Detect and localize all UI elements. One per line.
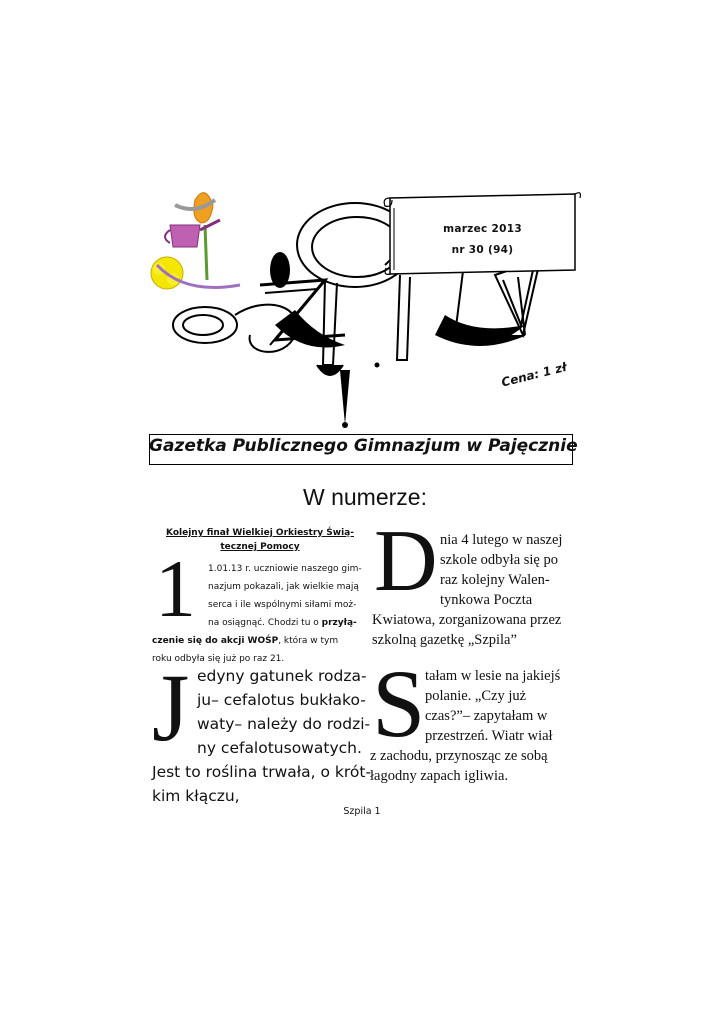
- article-2-line: szkolną gazetkę „Szpila”: [372, 632, 517, 648]
- article-1-drop-cap: 1: [155, 543, 196, 634]
- article-1-title-line: tecznej Pomocy: [220, 542, 300, 552]
- issue-month: marzec 2013: [443, 223, 522, 235]
- article-3-line: edyny gatunek rodza-: [197, 667, 367, 685]
- article-3-line: ju– cefalotus bukłako-: [197, 691, 366, 709]
- article-3-drop-cap: J: [152, 654, 190, 761]
- article-3-line: kim kłączu,: [152, 787, 240, 805]
- article-1-line: 1.01.13 r. uczniowie naszego gim-: [208, 564, 362, 574]
- article-1-line: roku odbyła się już po raz 21.: [152, 654, 285, 664]
- pinecone-icon: [270, 252, 290, 288]
- article-4-line: łagodny zapach igliwia.: [370, 768, 509, 784]
- article-1-line: serca i ile wspólnymi siłami moż-: [208, 600, 357, 610]
- article-2-line: Kwiatowa, zorganizowana przez: [372, 612, 562, 628]
- article-4-line: czas?”– zapytałam w: [425, 708, 548, 724]
- article-3-line: Jest to roślina trwała, o krót-: [152, 763, 372, 781]
- article-1-line: [208, 614, 357, 632]
- article-2-line: tynkowa Poczta: [440, 592, 533, 608]
- newspaper-subtitle: Gazetka Publicznego Gimnazjum w Pajęcznie: [149, 436, 578, 456]
- article-2-drop-cap: D: [374, 513, 438, 610]
- issue-number: nr 30 (94): [451, 244, 514, 256]
- article-2-line: raz kolejny Walen-: [440, 572, 550, 588]
- article-1-line: czenie się do akcji WOŚP, która w tym: [152, 636, 339, 646]
- article-2-line: szkole odbyła się po: [440, 552, 558, 568]
- article-2-line: nia 4 lutego w naszej: [440, 532, 563, 548]
- price-label: Cena: 1 zł: [500, 359, 568, 390]
- article-1-line: nazjum pokazali, jak wielkie mają: [208, 582, 359, 592]
- article-4-line: z zachodu, przynosząc ze sobą: [370, 748, 548, 764]
- page-footer: Szpila 1: [343, 806, 381, 817]
- article-1-line-text: na osiągnąć. Chodzi tu o przyłą-: [208, 618, 357, 628]
- article-1-title-line: Kolejny finał Wielkiej Orkiestry Świą-: [166, 528, 354, 538]
- article-3-line: waty– należy do rodzi-: [197, 715, 371, 733]
- contents-heading: W numerze:: [303, 484, 427, 510]
- article-4-line: tałam w lesie na jakiejś: [425, 668, 561, 684]
- article-4-line: przestrzeń. Wiatr wiał: [425, 728, 553, 744]
- article-4-drop-cap: S: [372, 650, 426, 757]
- article-3-line: ny cefalotusowatych.: [197, 739, 362, 757]
- article-4-line: polanie. „Czy już: [425, 688, 527, 704]
